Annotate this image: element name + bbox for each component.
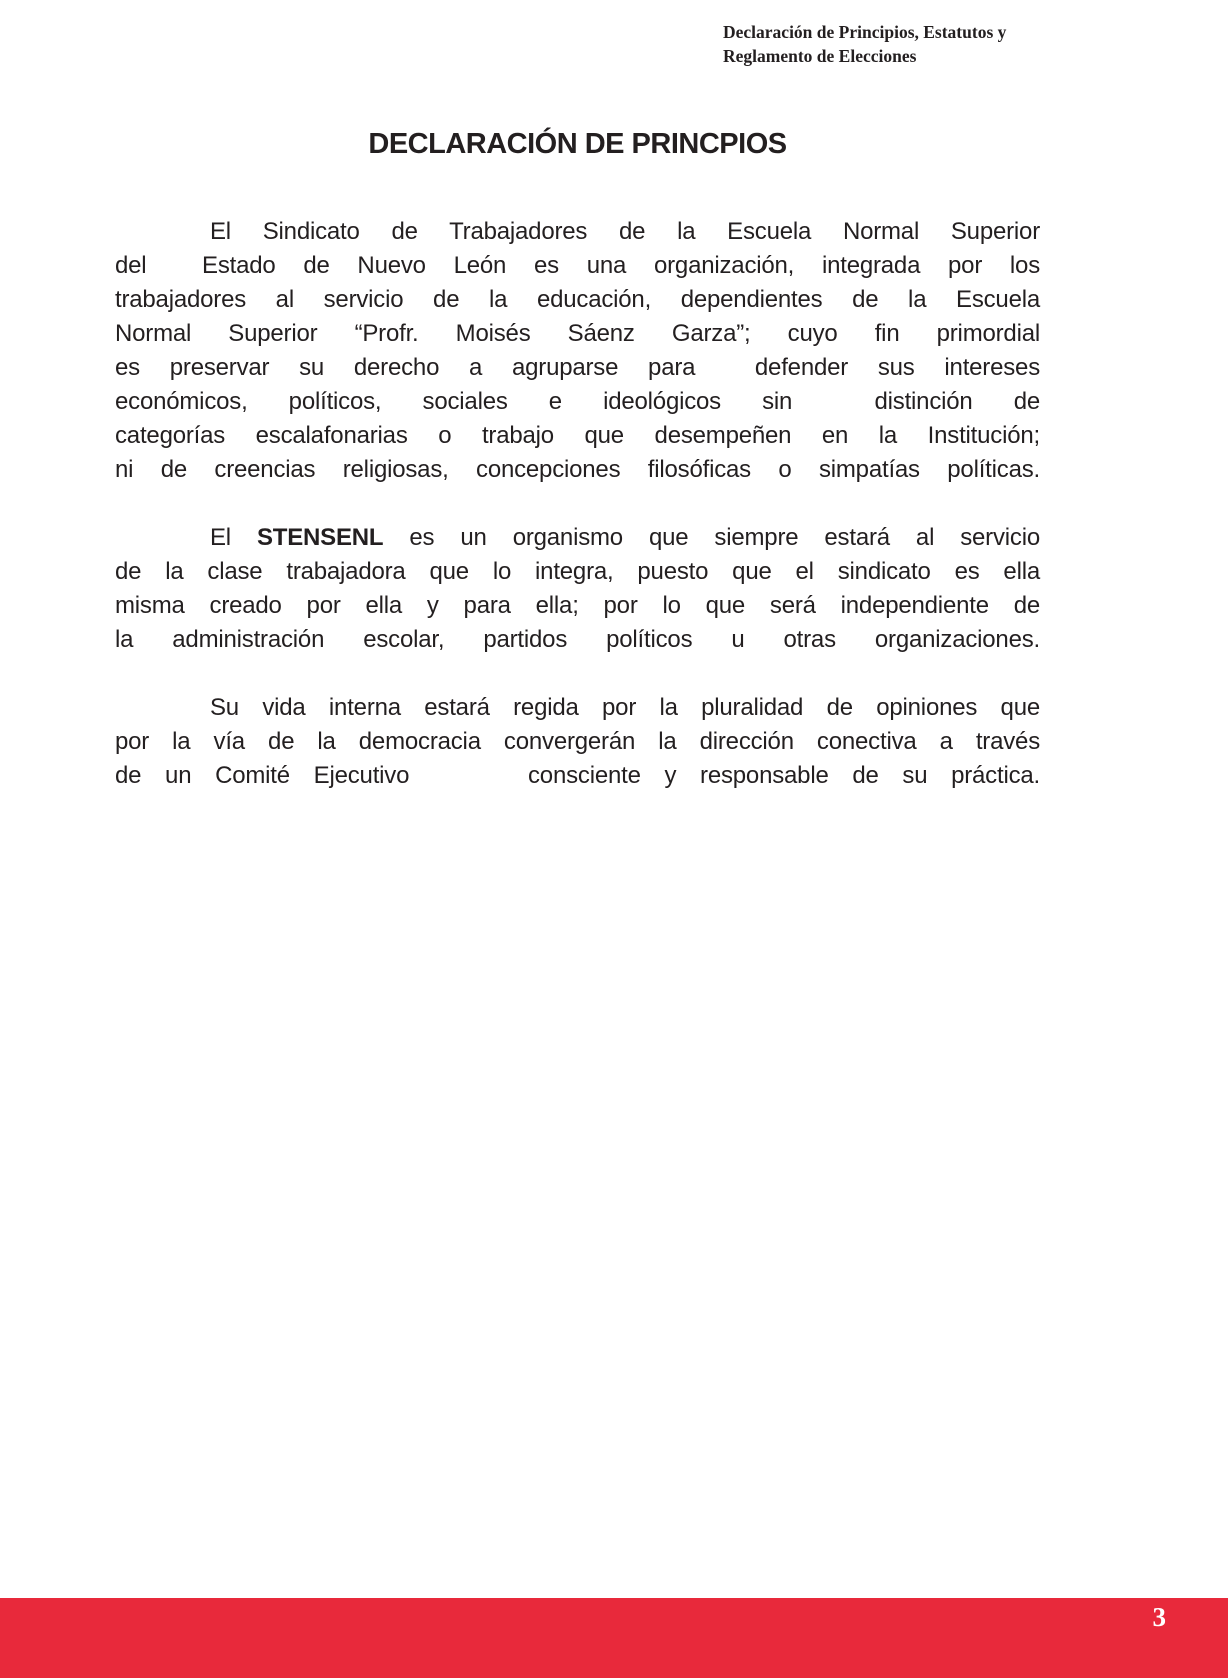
- text-line: El Sindicato de Trabajadores de la Escuela Normal Superior: [210, 218, 1040, 245]
- text-line: misma creado por ella y para ella; por lo que será independiente de: [115, 592, 1040, 619]
- text-line: Su vida interna estará regida por la pluralidad de opiniones que: [210, 694, 1040, 721]
- footer-bar: [0, 1598, 1228, 1678]
- text-line: la administración escolar, partidos políticos u otras organizaciones.: [115, 626, 1040, 653]
- text-line: Normal Superior “Profr. Moisés Sáenz Garza”; cuyo fin primordial: [115, 320, 1040, 347]
- paragraph-2: [115, 521, 1040, 657]
- running-header-line-2: Reglamento de Elecciones: [723, 46, 917, 66]
- org-acronym: STENSENL: [256, 524, 384, 551]
- text-line: económicos, políticos, sociales e ideológicos sin distinción de: [115, 388, 1040, 415]
- text-line: del Estado de Nuevo León es una organización, integrada por los: [115, 252, 1040, 279]
- page-number: 3: [1152, 1602, 1166, 1632]
- paragraph-3: [115, 691, 1040, 793]
- document-body: [115, 215, 1040, 793]
- text-line: ni de creencias religiosas, concepciones filosóficas o simpatías políticas.: [115, 456, 1040, 483]
- text-line: de la clase trabajadora que lo integra, puesto que el sindicato es ella: [115, 558, 1040, 585]
- text-line: [115, 521, 1040, 555]
- text-line: de un Comité Ejecutivo consciente y responsable de su práctica.: [115, 762, 1040, 789]
- text-segment: es un organismo que siempre estará al servicio: [383, 524, 1040, 551]
- paragraph-1: [115, 215, 1040, 487]
- text-line: categorías escalafonarias o trabajo que desempeñen en la Institución;: [115, 422, 1040, 449]
- running-header-line-1: Declaración de Principios, Estatutos y: [723, 22, 1007, 42]
- running-header: [723, 20, 1143, 68]
- text-segment: El: [210, 524, 257, 551]
- text-line: trabajadores al servicio de la educación, dependientes de la Escuela: [115, 286, 1040, 313]
- page-title: DECLARACIÓN DE PRINCPIOS: [368, 128, 787, 160]
- text-line: es preservar su derecho a agruparse para defender sus intereses: [115, 354, 1040, 381]
- text-line: por la vía de la democracia convergerán la dirección conectiva a través: [115, 728, 1040, 755]
